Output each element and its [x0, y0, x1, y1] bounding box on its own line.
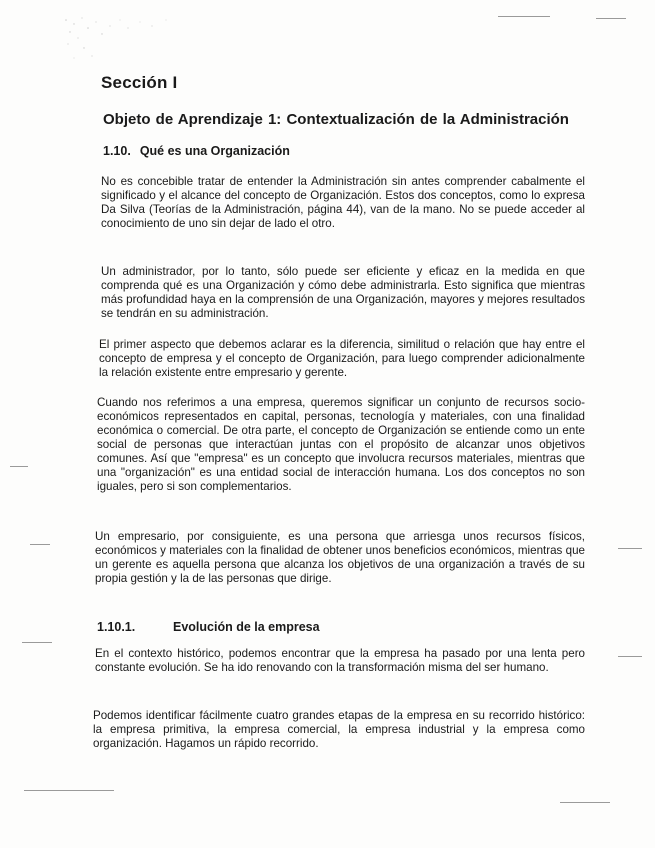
- scan-mark: [22, 642, 52, 643]
- body-paragraph: Cuando nos referimos a una empresa, queremos significar un conjunto de recursos socio-económicos representados en capital, personas, tecnología y materiales, con una finalidad económica o comercial. De otra parte, el concepto de Organización se entiende como un ente social de personas que interactúan juntas con el propósito de alcanzar unos objetivos comunes. Así que "empresa" es un concepto que involucra recursos materiales, mientras que una "organización" es una entidad social de interacción humana. Los dos conceptos no son iguales, pero si son complementarios.: [97, 396, 585, 493]
- subsection-heading: [103, 144, 290, 158]
- subsection-number: 1.10.: [103, 144, 131, 158]
- body-paragraph: No es concebible tratar de entender la Administración sin antes comprender cabalmente el significado y el alcance del concepto de Organización. Estos dos conceptos, como lo expresa Da Silva (Teorías de la Administración, página 44), van de la mano. No se puede acceder al conocimiento de uno sin dejar de lado el otro.: [101, 175, 585, 230]
- scan-mark: [24, 790, 114, 791]
- body-paragraph: El primer aspecto que debemos aclarar es la diferencia, similitud o relación que hay entre el concepto de empresa y el concepto de Organización, para luego comprender adicionalmente la relación existente entre empresario y gerente.: [99, 338, 585, 379]
- body-paragraph: Un empresario, por consiguiente, es una persona que arriesga unos recursos físicos, económicos y materiales con la finalidad de obtener unos beneficios económicos, mientras que un gerente es aquella persona que alcanza los objetivos de una organización a través de su propia gestión y la de las personas que dirige.: [95, 530, 585, 585]
- scan-mark: [560, 802, 610, 803]
- body-paragraph: Podemos identificar fácilmente cuatro grandes etapas de la empresa en su recorrido histórico: la empresa primitiva, la empresa comercial, la empresa industrial y la empresa como organización. Hagamos un rápido recorrido.: [93, 709, 585, 750]
- body-paragraph: En el contexto histórico, podemos encontrar que la empresa ha pasado por una lenta pero constante evolución. Se ha ido renovando con la transformación misma del ser humano.: [95, 647, 585, 674]
- body-paragraph: Un administrador, por lo tanto, sólo puede ser eficiente y eficaz en la medida en que comprenda qué es una Organización y cómo debe administrarla. Esto significa que mientras más profundidad haya en la comprensión de una Organización, mayores y mejores resultados se tendrán en su administración.: [101, 265, 585, 320]
- subsection2-title: Evolución de la empresa: [173, 620, 320, 634]
- scan-noise-marks: [62, 14, 182, 64]
- scan-mark: [618, 656, 642, 657]
- objective-title: Objeto de Aprendizaje 1: Contextualización de la Administración: [103, 111, 569, 128]
- subsection2-heading: [97, 620, 320, 634]
- section-title: Sección I: [101, 73, 178, 92]
- scan-mark: [10, 466, 28, 467]
- subsection2-number: 1.10.1.: [97, 620, 136, 634]
- scan-mark: [30, 544, 50, 545]
- scan-mark: [618, 548, 642, 549]
- subsection-title: Qué es una Organización: [139, 144, 290, 158]
- scan-mark: [498, 16, 550, 17]
- scan-mark: [596, 18, 626, 19]
